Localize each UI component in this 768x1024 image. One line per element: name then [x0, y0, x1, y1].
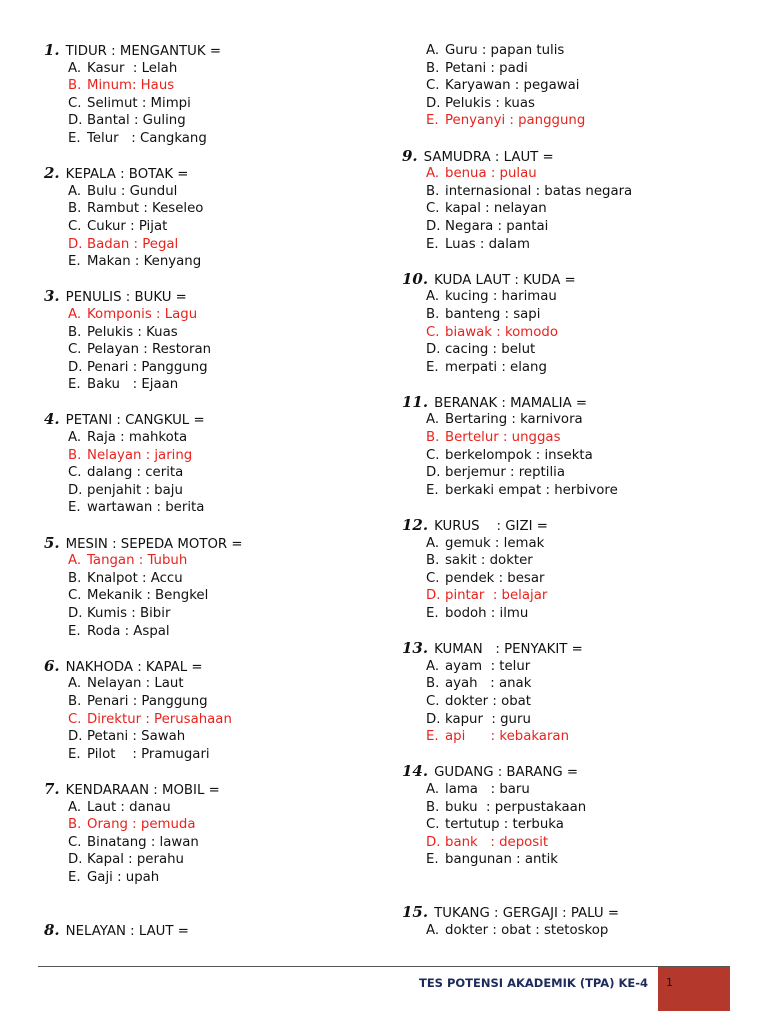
option-text: Badan : Pegal [87, 236, 179, 252]
option-text: ayah : anak [445, 676, 532, 692]
option-letter: B. [426, 676, 440, 692]
answer-option-correct [44, 77, 384, 95]
footer-title: TES POTENSI AKADEMIK (TPA) KE-4 [418, 976, 648, 990]
answer-option-correct [44, 447, 384, 465]
option-letter: B. [68, 324, 82, 340]
option-text: Pilot : Pramugari [87, 746, 210, 762]
answer-option [402, 851, 752, 869]
option-letter: C. [426, 693, 440, 709]
option-text: Makan : Kenyang [87, 254, 202, 270]
question-prompt: TIDUR : MENGANTUK = [65, 44, 221, 59]
answer-option [44, 851, 384, 869]
answer-option [44, 218, 384, 236]
answer-option-correct [402, 728, 752, 746]
option-text: Gaji : upah [87, 869, 160, 885]
option-text: Bulu : Gundul [87, 183, 178, 199]
answer-option [44, 623, 384, 641]
option-letter: D. [426, 465, 441, 481]
question-header [402, 394, 752, 412]
question-number: 13. [402, 639, 429, 658]
left-column [44, 42, 384, 939]
spacer [44, 763, 384, 781]
spacer [402, 746, 752, 764]
option-letter: B. [426, 306, 440, 322]
option-letter: D. [426, 834, 441, 850]
option-text: Raja : mahkota [87, 430, 188, 446]
spacer [402, 376, 752, 394]
option-letter: B. [68, 447, 82, 463]
option-text: bodoh : ilmu [445, 606, 529, 621]
question-number: 15. [402, 902, 429, 921]
answer-option-correct [44, 306, 384, 324]
spacer [44, 394, 384, 412]
question-number: 14. [402, 762, 429, 781]
option-text: Negara : pantai [445, 218, 549, 234]
answer-option [402, 781, 752, 799]
option-letter: A. [68, 60, 82, 76]
option-text: Selimut : Mimpi [87, 95, 191, 111]
option-text: berjemur : reptilia [445, 465, 565, 481]
option-text: kucing : harimau [445, 289, 557, 305]
question-item [44, 411, 384, 517]
option-letter: D. [68, 729, 83, 745]
question-prompt: KENDARAAN : MOBIL = [65, 782, 220, 798]
option-text: Nelayan : jaring [87, 447, 193, 463]
answer-option [402, 464, 752, 482]
option-text: Baku : Ejaan [87, 377, 179, 393]
answer-option [402, 675, 752, 693]
option-text: Luas : dalam [445, 236, 530, 252]
answer-option [44, 376, 384, 394]
question-prompt: KURUS : GIZI = [434, 519, 548, 535]
option-letter: C. [68, 218, 82, 234]
answer-option [44, 587, 384, 605]
answer-option [44, 799, 384, 817]
question-item [402, 271, 752, 377]
question-header [44, 781, 384, 799]
option-text: Direktur : Perusahaan [87, 711, 232, 727]
answer-option-correct [402, 834, 752, 852]
answer-option [44, 341, 384, 359]
answer-option [44, 253, 384, 271]
option-text: bank : deposit [445, 834, 549, 850]
option-letter: E. [426, 482, 439, 498]
option-letter: C. [68, 342, 82, 358]
option-text: Cukur : Pijat [87, 218, 168, 234]
question-header [44, 922, 384, 940]
question-item [402, 148, 752, 254]
answer-option [44, 130, 384, 148]
option-text: kapur : guru [445, 711, 531, 727]
option-letter: A. [426, 658, 440, 674]
answer-option [44, 675, 384, 693]
question-header [44, 658, 384, 676]
question-number: 1. [44, 41, 60, 59]
answer-option [402, 816, 752, 834]
question-prompt: MESIN : SEPEDA MOTOR = [65, 536, 243, 552]
option-text: ayam : telur [445, 658, 531, 674]
question-prompt: NAKHODA : KAPAL = [65, 659, 203, 675]
answer-option [402, 411, 752, 429]
question-item [402, 394, 752, 500]
question-prompt: TUKANG : GERGAJI : PALU = [434, 905, 619, 921]
option-text: berkaki empat : herbivore [445, 482, 618, 498]
answer-option [44, 834, 384, 852]
answer-option-correct [44, 236, 384, 254]
spacer [44, 517, 384, 535]
option-letter: A. [68, 183, 82, 199]
option-letter: D. [68, 482, 83, 498]
answer-option [44, 112, 384, 130]
spacer [402, 623, 752, 641]
option-text: Bertelur : unggas [445, 430, 561, 446]
answer-option [44, 359, 384, 377]
question-prompt: KUMAN : PENYAKIT = [434, 642, 583, 658]
option-text: Bertaring : karnivora [445, 412, 583, 428]
question-prompt: PENULIS : BUKU = [65, 290, 187, 306]
option-text: Minum: Haus [87, 78, 175, 94]
question-item [402, 517, 752, 623]
answer-option [44, 869, 384, 887]
question-header [44, 288, 384, 306]
option-letter: A. [68, 553, 82, 569]
option-text: Penari : Panggung [87, 693, 208, 709]
option-text: dalang : cerita [87, 465, 184, 481]
option-text: Komponis : Lagu [87, 306, 198, 322]
answer-option [44, 482, 384, 500]
question-prompt: GUDANG : BARANG = [434, 765, 579, 781]
question-header [402, 271, 752, 289]
option-text: buku : perpustakaan [445, 799, 587, 815]
question-number: 8. [44, 920, 60, 939]
option-text: kapal : nelayan [445, 201, 547, 217]
answer-option-correct [402, 587, 752, 605]
question-item [402, 763, 752, 869]
answer-option [44, 429, 384, 447]
question-number: 7. [44, 779, 60, 798]
option-text: bangunan : antik [445, 852, 559, 868]
option-letter: D. [68, 236, 83, 252]
spacer [44, 640, 384, 658]
spacer [44, 887, 384, 922]
option-letter: E. [426, 236, 439, 252]
option-letter: B. [68, 817, 82, 833]
answer-option [402, 447, 752, 465]
option-text: Karyawan : pegawai [445, 78, 580, 94]
option-letter: B. [68, 78, 82, 94]
option-text: banteng : sapi [445, 306, 541, 322]
answer-option [402, 60, 752, 78]
option-letter: B. [68, 693, 82, 709]
option-text: Knalpot : Accu [87, 570, 183, 586]
option-letter: A. [426, 43, 440, 58]
option-letter: E. [426, 359, 439, 375]
question-number: 9. [402, 146, 418, 165]
answer-option [402, 200, 752, 218]
spacer [402, 130, 752, 148]
option-letter: D. [68, 852, 83, 868]
option-text: sakit : dokter [445, 553, 533, 569]
answer-option [402, 711, 752, 729]
answer-option [44, 728, 384, 746]
option-letter: B. [426, 183, 440, 199]
option-text: lama : baru [445, 781, 530, 797]
question-item [402, 640, 752, 746]
option-letter: A. [68, 306, 82, 322]
option-letter: E. [68, 377, 81, 393]
question-item [44, 42, 384, 148]
option-letter: E. [426, 729, 439, 745]
option-letter: A. [426, 535, 440, 551]
answer-option [402, 922, 752, 940]
page-footer [38, 966, 730, 1011]
option-text: Laut : danau [87, 799, 171, 815]
option-text: Pelukis : kuas [445, 95, 535, 111]
option-text: Petani : Sawah [87, 729, 186, 745]
page-number-box [658, 967, 730, 1011]
answer-option-correct [402, 429, 752, 447]
option-letter: C. [426, 78, 440, 94]
question-prompt: PETANI : CANGKUL = [65, 413, 205, 429]
answer-option [402, 288, 752, 306]
question-number: 11. [402, 392, 429, 411]
option-letter: E. [68, 500, 81, 516]
option-letter: D. [68, 359, 83, 375]
option-text: wartawan : berita [87, 500, 205, 516]
question-item [44, 781, 384, 887]
option-letter: E. [68, 869, 81, 885]
option-text: Kumis : Bibir [87, 606, 171, 621]
question-number: 12. [402, 516, 429, 535]
answer-option-correct [44, 552, 384, 570]
option-letter: B. [426, 430, 440, 446]
option-text: berkelompok : insekta [445, 447, 593, 463]
spacer [402, 253, 752, 271]
answer-option [44, 464, 384, 482]
answer-option-correct [44, 711, 384, 729]
question-header [402, 763, 752, 781]
question-header [402, 904, 752, 922]
answer-option [402, 77, 752, 95]
option-text: biawak : komodo [445, 324, 558, 340]
question-item [44, 165, 384, 271]
option-letter: A. [426, 781, 440, 797]
answer-option [402, 605, 752, 623]
answer-option [44, 570, 384, 588]
option-letter: C. [68, 95, 82, 111]
option-text: Telur : Cangkang [87, 130, 207, 146]
answer-option [44, 746, 384, 764]
option-text: Rambut : Keseleo [87, 201, 204, 217]
question-number: 2. [44, 164, 60, 183]
option-text: Penari : Panggung [87, 359, 208, 375]
answer-option [402, 482, 752, 500]
answer-option [402, 359, 752, 377]
answer-option [402, 693, 752, 711]
answer-option [402, 236, 752, 254]
answer-option [402, 183, 752, 201]
spacer [44, 271, 384, 289]
answer-option [44, 60, 384, 78]
option-text: Bantal : Guling [87, 113, 186, 129]
question-header [44, 411, 384, 429]
option-letter: E. [426, 606, 439, 621]
option-text: pintar : belajar [445, 588, 548, 604]
answer-option [44, 183, 384, 201]
option-letter: A. [426, 922, 440, 938]
answer-option [402, 658, 752, 676]
option-text: dokter : obat [445, 693, 532, 709]
question-header [402, 640, 752, 658]
question-number: 10. [402, 269, 429, 288]
option-letter: C. [426, 817, 440, 833]
answer-option [44, 499, 384, 517]
option-letter: B. [68, 570, 82, 586]
option-letter: E. [68, 623, 81, 639]
question-header [402, 148, 752, 166]
option-letter: A. [426, 289, 440, 305]
option-text: cacing : belut [445, 342, 536, 358]
option-letter: D. [426, 342, 441, 358]
option-text: Pelayan : Restoran [87, 342, 212, 358]
option-text: Mekanik : Bengkel [87, 588, 209, 604]
spacer [402, 869, 752, 904]
option-letter: D. [426, 95, 441, 111]
question-prompt: NELAYAN : LAUT = [65, 923, 189, 939]
option-text: pendek : besar [445, 570, 545, 586]
answer-option-correct [402, 324, 752, 342]
answer-option [402, 552, 752, 570]
option-letter: E. [68, 254, 81, 270]
option-letter: A. [68, 799, 82, 815]
question-item [44, 658, 384, 764]
option-text: Petani : padi [445, 60, 528, 76]
option-letter: A. [68, 430, 82, 446]
option-letter: B. [426, 60, 440, 76]
question-prompt: KEPALA : BOTAK = [65, 167, 189, 183]
option-text: Penyanyi : panggung [445, 113, 586, 129]
answer-option [402, 218, 752, 236]
right-column [402, 42, 752, 939]
option-letter: A. [426, 166, 440, 182]
option-text: Pelukis : Kuas [87, 324, 178, 340]
question-number: 6. [44, 656, 60, 675]
option-letter: E. [68, 130, 81, 146]
page-number: 1 [666, 976, 673, 989]
option-letter: B. [426, 799, 440, 815]
answer-option [402, 341, 752, 359]
option-letter: B. [426, 553, 440, 569]
option-letter: C. [426, 324, 440, 340]
answer-option-correct [402, 165, 752, 183]
option-text: Kapal : perahu [87, 852, 184, 868]
option-letter: E. [426, 113, 439, 129]
option-letter: D. [426, 588, 441, 604]
answer-option [402, 535, 752, 553]
option-text: gemuk : lemak [445, 535, 545, 551]
answer-option [44, 95, 384, 113]
option-text: Roda : Aspal [87, 623, 170, 639]
answer-option [44, 324, 384, 342]
answer-option [44, 200, 384, 218]
option-letter: D. [426, 218, 441, 234]
option-letter: C. [68, 711, 82, 727]
option-letter: E. [426, 852, 439, 868]
answer-option [44, 605, 384, 623]
option-letter: A. [68, 676, 82, 692]
question-number: 3. [44, 287, 60, 306]
option-letter: B. [68, 201, 82, 217]
question-header [44, 535, 384, 553]
answer-option [44, 693, 384, 711]
question-item [44, 535, 384, 641]
option-letter: D. [68, 113, 83, 129]
question-item [402, 904, 752, 939]
question-item [44, 288, 384, 394]
option-letter: E. [68, 746, 81, 762]
question-header [44, 42, 384, 60]
option-text: Orang : pemuda [87, 817, 196, 833]
option-text: Nelayan : Laut [87, 676, 184, 692]
question-prompt: KUDA LAUT : KUDA = [434, 272, 576, 288]
question-header [402, 517, 752, 535]
option-text: Binatang : lawan [87, 834, 199, 850]
answer-option [402, 799, 752, 817]
option-text: Guru : papan tulis [445, 43, 565, 58]
question-prompt: SAMUDRA : LAUT = [423, 149, 554, 165]
spacer [44, 148, 384, 166]
option-letter: D. [68, 606, 83, 621]
option-letter: C. [426, 570, 440, 586]
question-number: 5. [44, 533, 60, 552]
answer-option [402, 42, 752, 60]
option-text: tertutup : terbuka [445, 817, 564, 833]
option-text: Tangan : Tubuh [87, 553, 188, 569]
option-text: benua : pulau [445, 166, 537, 182]
answer-option-correct [44, 816, 384, 834]
question-item [44, 922, 384, 940]
option-letter: C. [68, 834, 82, 850]
option-text: penjahit : baju [87, 482, 183, 498]
spacer [402, 499, 752, 517]
option-text: api : kebakaran [445, 729, 570, 745]
option-text: dokter : obat : stetoskop [445, 922, 609, 938]
option-text: Kasur : Lelah [87, 60, 178, 76]
option-letter: C. [426, 447, 440, 463]
question-number: 4. [44, 410, 60, 429]
answer-option [402, 95, 752, 113]
option-text: merpati : elang [445, 359, 547, 375]
question-prompt: BERANAK : MAMALIA = [434, 395, 588, 411]
option-letter: C. [68, 588, 82, 604]
question-header [44, 165, 384, 183]
answer-option [402, 570, 752, 588]
option-letter: C. [426, 201, 440, 217]
option-letter: C. [68, 465, 82, 481]
answer-option [402, 306, 752, 324]
answer-option-correct [402, 112, 752, 130]
option-letter: A. [426, 412, 440, 428]
option-text: internasional : batas negara [445, 183, 633, 199]
option-letter: D. [426, 711, 441, 727]
